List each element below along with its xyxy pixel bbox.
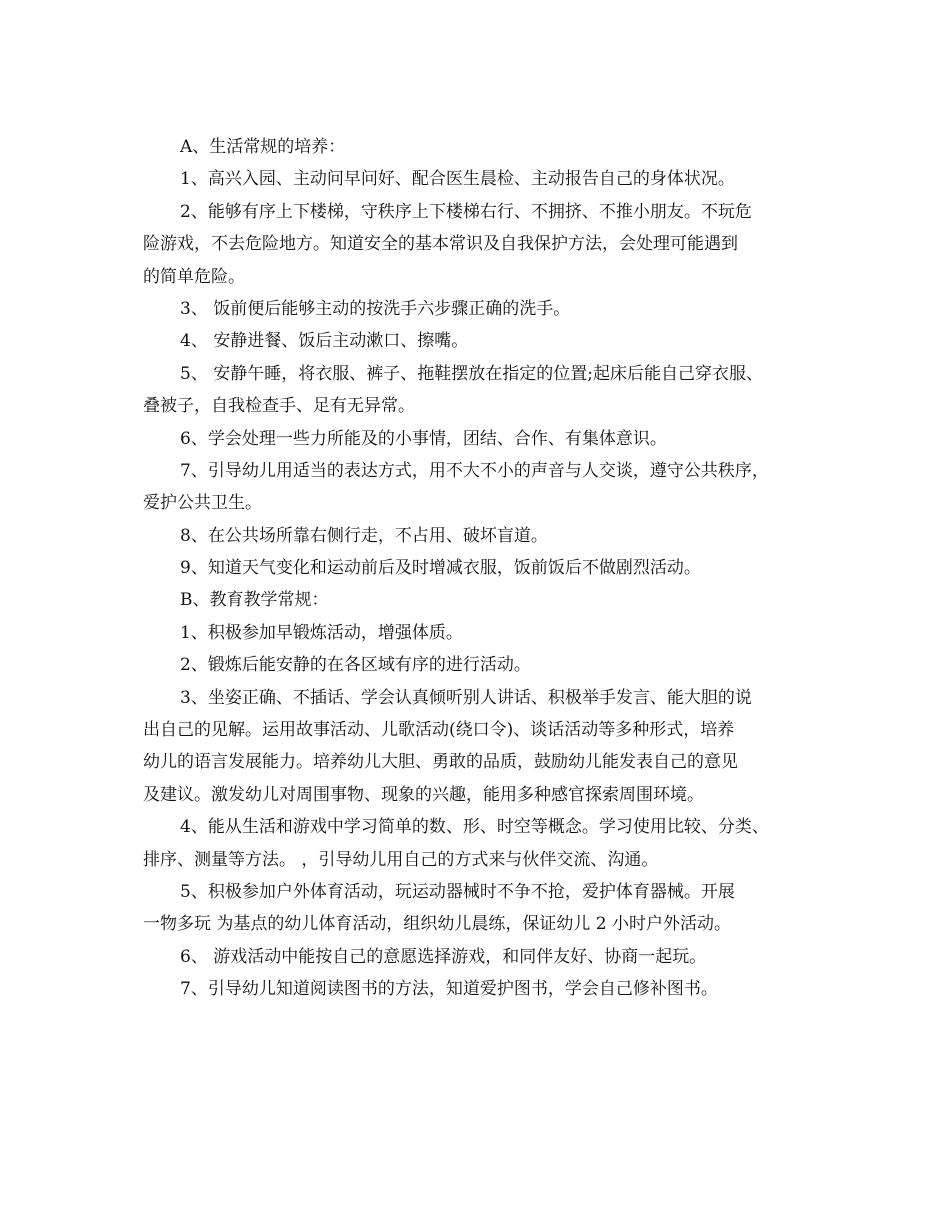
text-line: 5、积极参加户外体育活动，玩运动器械时不争不抢，爱护体育器械。开展: [180, 881, 735, 902]
text-line: 2、能够有序上下楼梯，守秩序上下楼梯右行、不拥挤、不推小朋友。不玩危: [180, 201, 752, 222]
text-line: 及建议。激发幼儿对周围事物、现象的兴趣，能用多种感官探索周围环境。: [143, 784, 704, 805]
text-line: 2、锻炼后能安静的在各区域有序的进行活动。: [180, 655, 531, 676]
text-line: 4、能从生活和游戏中学习简单的数、形、时空等概念。学习使用比较、分类、: [180, 817, 769, 838]
text-line: B、教育教学常规：: [180, 590, 329, 611]
text-line: 8、在公共场所靠右侧行走，不占用、破坏盲道。: [180, 525, 548, 546]
text-line: 1、高兴入园、主动问早问好、配合医生晨检、主动报告自己的身体状况。: [180, 169, 735, 190]
text-line: 3、 饭前便后能够主动的按洗手六步骤正确的洗手。: [180, 298, 571, 319]
text-line: 排序、测量等方法。 ，引导幼儿用自己的方式来与伙伴交流、沟通。: [143, 849, 659, 870]
text-line: 3、坐姿正确、不插话、学会认真倾听别人讲话、积极举手发言、能大胆的说: [180, 687, 752, 708]
text-line: 4、 安静进餐、饭后主动漱口、擦嘴。: [180, 331, 469, 352]
text-line: A、生活常规的培养：: [180, 137, 346, 157]
text-line: 7、引导幼儿用适当的表达方式，用不大不小的声音与人交谈，遵守公共秩序，: [180, 460, 769, 481]
text-line: 的简单危险。: [143, 266, 245, 287]
text-line: 幼儿的语言发展能力。培养幼儿大胆、勇敢的品质，鼓励幼儿能发表自己的意见: [143, 752, 738, 773]
text-line: 6、 游戏活动中能按自己的意愿选择游戏，和同伴友好、协商一起玩。: [180, 946, 707, 967]
document-body: [143, 131, 833, 1006]
text-line: 险游戏，不去危险地方。知道安全的基本常识及自我保护方法，会处理可能遇到: [143, 234, 738, 255]
text-line: 一物多玩 为基点的幼儿体育活动，组织幼儿晨练，保证幼儿 2 小时户外活动。: [143, 914, 732, 935]
text-line: 5、 安静午睡，将衣服、裤子、拖鞋摆放在指定的位置;起床后能自己穿衣服、: [180, 363, 763, 384]
text-line: 1、积极参加早锻炼活动，增强体质。: [180, 622, 463, 643]
text-line: 6、学会处理一些力所能及的小事情，团结、合作、有集体意识。: [180, 428, 667, 449]
text-line: 叠被子，自我检查手、足有无异常。: [143, 396, 415, 417]
text-line: 出自己的见解。运用故事活动、儿歌活动(绕口令)、谈话活动等多种形式，培养: [143, 720, 735, 741]
text-line: 爱护公共卫生。: [143, 493, 262, 514]
text-line: 7、引导幼儿知道阅读图书的方法，知道爱护图书，学会自己修补图书。: [180, 979, 718, 1000]
text-line: 9、知道天气变化和运动前后及时增减衣服，饭前饭后不做剧烈活动。: [180, 558, 701, 579]
